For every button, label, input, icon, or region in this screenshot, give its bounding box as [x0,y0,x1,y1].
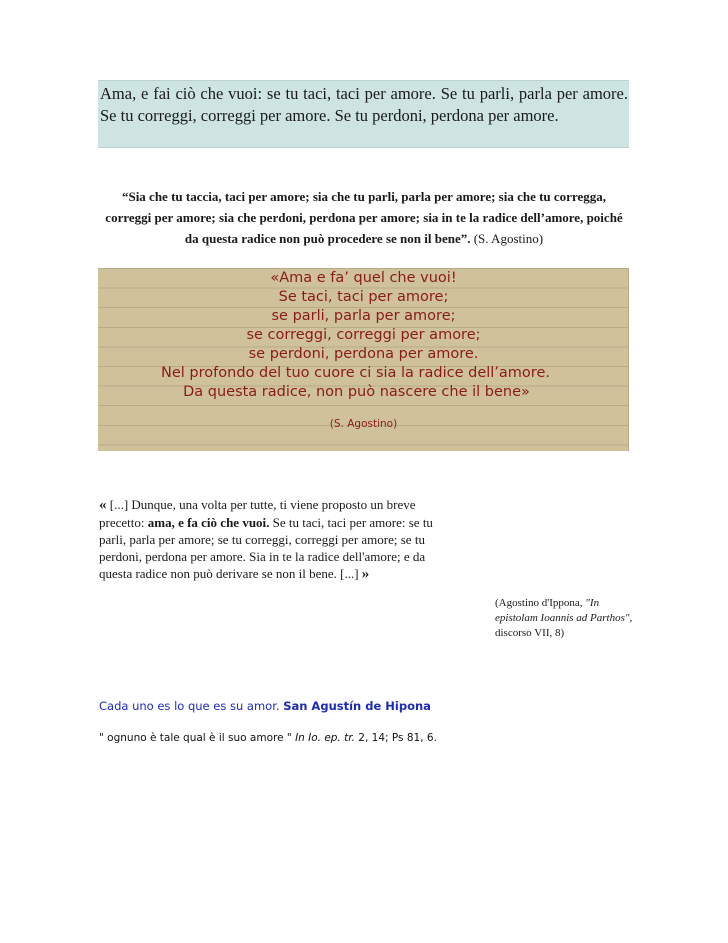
excerpt-source [495,596,635,641]
verse-line: se parli, parla per amore; [271,308,456,324]
quote-attribution-2: (S. Agostino) [473,231,544,246]
reference-line [99,732,437,744]
source-text-part2: , discorso VII, 8) [495,612,633,639]
close-guillemet: » [361,566,370,582]
quote-text-1: Ama, e fai ciò che vuoi: se tu taci, taci per amore. Se tu parli, parla per amore. Se tu correggi, correggi per amore. Se tu perdoni, perdona per amore. [100,84,628,125]
verse-line: Nel profondo del tuo cuore ci sia la radice dell’amore. [161,365,550,381]
excerpt-text-part1: [...] Dunque, una volta per tutte, ti viene proposto un breve precetto: [99,497,416,530]
quote-text-2: “Sia che tu taccia, taci per amore; sia che tu parli, parla per amore; sia che tu corregga, correggi per amore; sia che perdoni, perdona per amore; sia in te la radice dell’amore, poiché da questa radice non può procedere se non il bene”. [105,189,623,246]
spanish-quote-text: Cada uno es lo que es su amor. [99,699,284,713]
reference-quote: " ognuno è tale qual è il suo amore " [99,732,296,744]
verse-line: Se taci, taci per amore; [278,289,449,305]
source-title: "In epistolam Ioannis ad Parthos" [495,597,630,624]
excerpt-text-part2: Se tu taci, taci per amore: se tu parli, parla per amore; se tu correggi, correggi per amore; se tu perdoni, perdona per amore. Sia in te la radice dell'amore; e da questa radice non può derivare se non il bene. [...] [99,515,433,581]
verse-line: se perdoni, perdona per amore. [248,346,479,362]
verse-attribution: (S. Agostino) [329,418,398,430]
reference-rest: 2, 14; Ps 81, 6. [354,732,437,744]
reference-work: In Io. ep. tr. [295,732,355,744]
latin-excerpt-paragraph [99,496,459,583]
source-text-part1: (Agostino d'Ippona, [495,597,586,609]
quote-box-teal [98,80,629,148]
quote-paragraph-bold [99,186,629,249]
excerpt-bold-phrase: ama, e fa ciò che vuoi. [147,515,270,530]
spanish-quote [99,699,431,713]
verse-line: «Ama e fa’ quel che vuoi! [270,270,457,286]
verse-line: Da questa radice, non può nascere che il bene» [183,384,530,400]
open-guillemet: « [99,497,107,513]
verse-box [98,268,629,451]
spanish-quote-author: San Agustín de Hipona [283,699,431,713]
verse-line: se correggi, correggi per amore; [246,327,481,343]
